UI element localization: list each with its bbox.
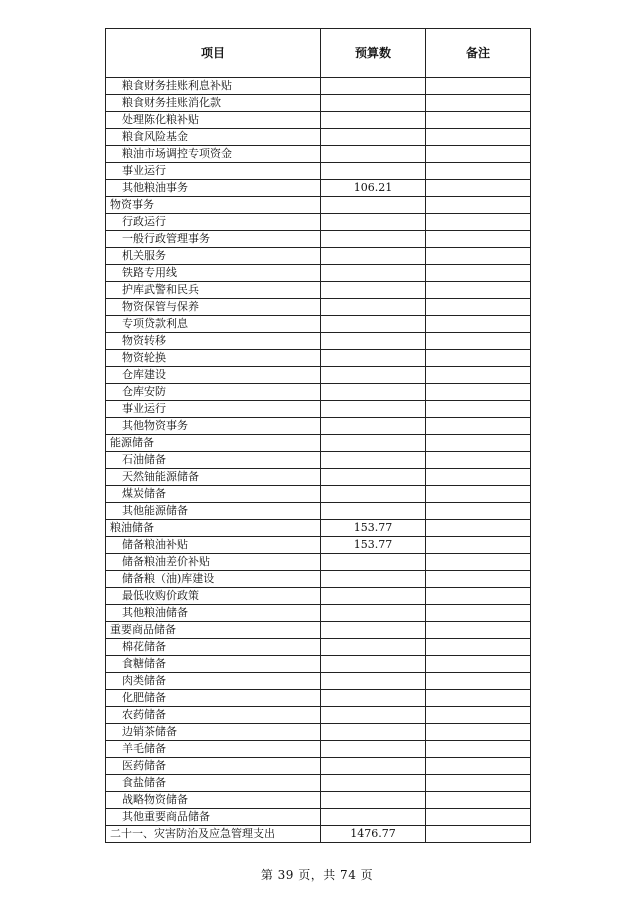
row-note-cell <box>426 724 531 741</box>
row-budget-cell <box>321 503 426 520</box>
table-row <box>106 656 531 673</box>
row-note-cell <box>426 809 531 826</box>
row-budget-cell <box>321 367 426 384</box>
table-row <box>106 112 531 129</box>
row-note-cell <box>426 673 531 690</box>
table-row <box>106 367 531 384</box>
row-item-cell: 天然铀能源储备 <box>106 469 321 486</box>
row-item-cell: 事业运行 <box>106 401 321 418</box>
table-row <box>106 503 531 520</box>
row-budget-cell <box>321 469 426 486</box>
row-item-cell: 羊毛储备 <box>106 741 321 758</box>
row-item-cell: 粮食财务挂账消化款 <box>106 95 321 112</box>
row-item-cell: 粮油市场调控专项资金 <box>106 146 321 163</box>
table-row <box>106 469 531 486</box>
row-budget-cell <box>321 792 426 809</box>
budget-table <box>105 28 531 843</box>
row-item-cell: 储备粮油补贴 <box>106 537 321 554</box>
row-budget-cell <box>321 775 426 792</box>
row-item-cell: 行政运行 <box>106 214 321 231</box>
table-row <box>106 163 531 180</box>
header-note: 备注 <box>426 29 531 78</box>
table-row <box>106 758 531 775</box>
row-budget-cell <box>321 384 426 401</box>
row-budget-cell <box>321 571 426 588</box>
table-row <box>106 775 531 792</box>
row-budget-cell <box>321 605 426 622</box>
row-item-cell: 其他物资事务 <box>106 418 321 435</box>
row-item-cell: 仓库建设 <box>106 367 321 384</box>
table-row <box>106 333 531 350</box>
row-budget-cell <box>321 129 426 146</box>
row-note-cell <box>426 367 531 384</box>
row-item-cell: 战略物资储备 <box>106 792 321 809</box>
table-row <box>106 452 531 469</box>
row-item-cell: 棉花储备 <box>106 639 321 656</box>
row-note-cell <box>426 299 531 316</box>
table-row <box>106 197 531 214</box>
row-budget-cell <box>321 690 426 707</box>
table-row <box>106 639 531 656</box>
table-row <box>106 622 531 639</box>
row-note-cell <box>426 792 531 809</box>
row-item-cell: 仓库安防 <box>106 384 321 401</box>
row-budget-cell <box>321 656 426 673</box>
table-row <box>106 690 531 707</box>
header-item: 项目 <box>106 29 321 78</box>
row-budget-cell <box>321 809 426 826</box>
row-budget-cell <box>321 146 426 163</box>
row-budget-cell <box>321 265 426 282</box>
row-note-cell <box>426 775 531 792</box>
row-budget-cell <box>321 673 426 690</box>
row-budget-cell <box>321 282 426 299</box>
row-note-cell <box>426 571 531 588</box>
row-item-cell: 处理陈化粮补贴 <box>106 112 321 129</box>
row-note-cell <box>426 282 531 299</box>
row-item-cell: 食糖储备 <box>106 656 321 673</box>
row-budget-cell <box>321 316 426 333</box>
row-item-cell: 煤炭储备 <box>106 486 321 503</box>
row-budget-cell <box>321 452 426 469</box>
row-note-cell <box>426 452 531 469</box>
row-note-cell <box>426 690 531 707</box>
row-item-cell: 铁路专用线 <box>106 265 321 282</box>
table-row <box>106 707 531 724</box>
table-row <box>106 809 531 826</box>
row-note-cell <box>426 248 531 265</box>
row-note-cell <box>426 741 531 758</box>
row-note-cell <box>426 554 531 571</box>
row-note-cell <box>426 146 531 163</box>
row-item-cell: 其他重要商品储备 <box>106 809 321 826</box>
row-note-cell <box>426 588 531 605</box>
row-note-cell <box>426 350 531 367</box>
table-row <box>106 520 531 537</box>
row-note-cell <box>426 214 531 231</box>
row-budget-cell <box>321 78 426 95</box>
row-note-cell <box>426 503 531 520</box>
row-item-cell: 二十一、灾害防治及应急管理支出 <box>106 826 321 843</box>
row-note-cell <box>426 112 531 129</box>
table-row <box>106 486 531 503</box>
table-row <box>106 554 531 571</box>
row-item-cell: 粮食财务挂账利息补贴 <box>106 78 321 95</box>
row-item-cell: 能源储备 <box>106 435 321 452</box>
row-item-cell: 农药储备 <box>106 707 321 724</box>
row-item-cell: 物资轮换 <box>106 350 321 367</box>
row-item-cell: 护库武警和民兵 <box>106 282 321 299</box>
row-note-cell <box>426 469 531 486</box>
table-row <box>106 401 531 418</box>
table-row <box>106 537 531 554</box>
row-budget-cell <box>321 622 426 639</box>
table-row <box>106 95 531 112</box>
table-row <box>106 588 531 605</box>
row-note-cell <box>426 384 531 401</box>
row-item-cell: 食盐储备 <box>106 775 321 792</box>
row-item-cell: 边销茶储备 <box>106 724 321 741</box>
row-item-cell: 物资事务 <box>106 197 321 214</box>
table-header-row <box>106 29 531 78</box>
table-row <box>106 282 531 299</box>
table-row <box>106 231 531 248</box>
row-budget-cell <box>321 214 426 231</box>
row-item-cell: 储备粮（油)库建设 <box>106 571 321 588</box>
row-note-cell <box>426 435 531 452</box>
row-budget-cell: 1476.77 <box>321 826 426 843</box>
table-row <box>106 350 531 367</box>
row-item-cell: 物资保管与保养 <box>106 299 321 316</box>
row-note-cell <box>426 639 531 656</box>
row-item-cell: 粮食风险基金 <box>106 129 321 146</box>
table-row <box>106 724 531 741</box>
table-row <box>106 673 531 690</box>
row-note-cell <box>426 197 531 214</box>
row-budget-cell <box>321 741 426 758</box>
row-budget-cell <box>321 248 426 265</box>
row-budget-cell <box>321 163 426 180</box>
row-item-cell: 粮油储备 <box>106 520 321 537</box>
row-item-cell: 其他能源储备 <box>106 503 321 520</box>
table-row <box>106 129 531 146</box>
row-note-cell <box>426 707 531 724</box>
row-item-cell: 一般行政管理事务 <box>106 231 321 248</box>
row-item-cell: 其他粮油事务 <box>106 180 321 197</box>
row-note-cell <box>426 826 531 843</box>
row-budget-cell <box>321 112 426 129</box>
row-item-cell: 最低收购价政策 <box>106 588 321 605</box>
table-row <box>106 792 531 809</box>
row-item-cell: 物资转移 <box>106 333 321 350</box>
row-note-cell <box>426 231 531 248</box>
table-row <box>106 265 531 282</box>
table-row <box>106 214 531 231</box>
row-note-cell <box>426 265 531 282</box>
row-note-cell <box>426 622 531 639</box>
row-budget-cell <box>321 588 426 605</box>
row-item-cell: 石油储备 <box>106 452 321 469</box>
row-item-cell: 医药储备 <box>106 758 321 775</box>
row-item-cell: 其他粮油储备 <box>106 605 321 622</box>
row-budget-cell: 153.77 <box>321 520 426 537</box>
row-note-cell <box>426 95 531 112</box>
row-note-cell <box>426 333 531 350</box>
table-row <box>106 248 531 265</box>
row-item-cell: 化肥储备 <box>106 690 321 707</box>
row-note-cell <box>426 418 531 435</box>
row-note-cell <box>426 520 531 537</box>
row-budget-cell: 153.77 <box>321 537 426 554</box>
row-budget-cell <box>321 95 426 112</box>
row-budget-cell <box>321 707 426 724</box>
row-budget-cell <box>321 758 426 775</box>
row-item-cell: 机关服务 <box>106 248 321 265</box>
table-row <box>106 316 531 333</box>
row-budget-cell <box>321 333 426 350</box>
row-item-cell: 肉类储备 <box>106 673 321 690</box>
row-budget-cell: 106.21 <box>321 180 426 197</box>
row-item-cell: 重要商品储备 <box>106 622 321 639</box>
row-budget-cell <box>321 435 426 452</box>
row-budget-cell <box>321 554 426 571</box>
row-budget-cell <box>321 724 426 741</box>
table-row <box>106 571 531 588</box>
row-note-cell <box>426 180 531 197</box>
table-row <box>106 299 531 316</box>
table-row <box>106 146 531 163</box>
row-budget-cell <box>321 299 426 316</box>
row-note-cell <box>426 129 531 146</box>
table-row <box>106 418 531 435</box>
header-budget: 预算数 <box>321 29 426 78</box>
table-row <box>106 826 531 843</box>
row-item-cell: 专项贷款利息 <box>106 316 321 333</box>
row-note-cell <box>426 656 531 673</box>
row-budget-cell <box>321 639 426 656</box>
row-note-cell <box>426 605 531 622</box>
row-note-cell <box>426 758 531 775</box>
row-budget-cell <box>321 231 426 248</box>
row-note-cell <box>426 78 531 95</box>
row-budget-cell <box>321 197 426 214</box>
page-footer: 第 39 页，共 74 页 <box>260 868 374 882</box>
table-row <box>106 78 531 95</box>
row-item-cell: 事业运行 <box>106 163 321 180</box>
row-budget-cell <box>321 401 426 418</box>
row-note-cell <box>426 401 531 418</box>
table-row <box>106 605 531 622</box>
row-note-cell <box>426 537 531 554</box>
table-row <box>106 180 531 197</box>
row-note-cell <box>426 486 531 503</box>
row-budget-cell <box>321 418 426 435</box>
row-budget-cell <box>321 350 426 367</box>
table-row <box>106 435 531 452</box>
table-row <box>106 741 531 758</box>
row-budget-cell <box>321 486 426 503</box>
table-row <box>106 384 531 401</box>
row-item-cell: 储备粮油差价补贴 <box>106 554 321 571</box>
row-note-cell <box>426 163 531 180</box>
row-note-cell <box>426 316 531 333</box>
